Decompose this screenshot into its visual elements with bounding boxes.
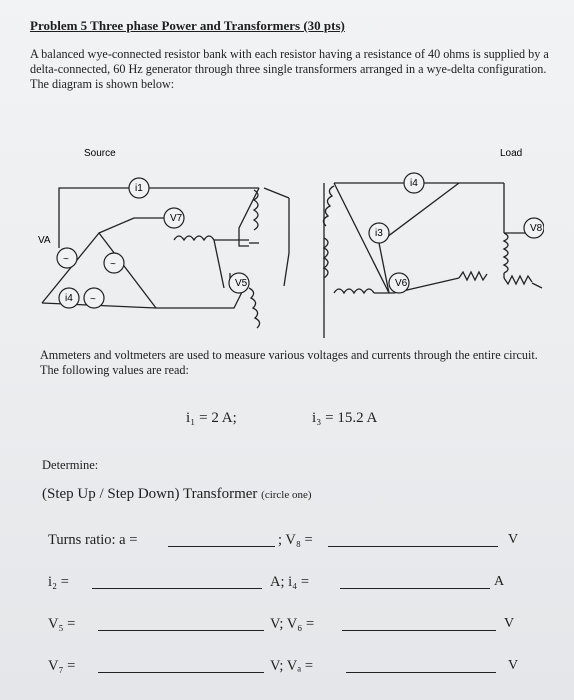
- v7-label: V₇ =: [48, 658, 76, 674]
- measurement-intro: Ammeters and voltmeters are used to measure various voltages and currents through the entire circuit. The following values are read:: [40, 348, 538, 377]
- v8-blank[interactable]: [328, 532, 498, 547]
- load-label: Load: [500, 148, 523, 159]
- problem-intro: A balanced wye-connected resistor bank with each resistor having a resistance of 40 ohms is supplied by a delta-connected, 60 Hz generator through three single transformers arranged in a wye-delta configuration. The diagram is shown below:: [30, 47, 549, 91]
- generator-b-symbol: ~: [110, 259, 116, 270]
- i4-blank[interactable]: [340, 574, 490, 589]
- generator-c-symbol: ~: [90, 294, 96, 305]
- transformer-type-question: [42, 486, 312, 503]
- i4-meter-label: i4: [410, 178, 418, 189]
- generator-a-symbol: ~: [63, 254, 69, 265]
- v6-meter-label: V6: [395, 278, 408, 289]
- v7-blank[interactable]: [98, 658, 264, 673]
- step-up-down-text: (Step Up / Step Down) Transformer: [42, 486, 258, 502]
- i3-meter-label: i3: [375, 228, 383, 239]
- source-wire: [239, 188, 259, 246]
- va-label: VA: [38, 235, 51, 246]
- load-resistor-top: [504, 233, 508, 273]
- circle-one-note: (circle one): [261, 489, 312, 501]
- load-resistor-left: [459, 272, 487, 280]
- load-resistor-right: [504, 276, 532, 284]
- v5-meter-label: V5: [235, 278, 248, 289]
- i1-meter-label: i1: [135, 183, 143, 194]
- secondary-coil-bottom: [334, 289, 374, 293]
- problem-title: Problem 5 Three phase Power and Transformers (30 pts): [30, 18, 345, 33]
- v8-label: ; V₈ =: [278, 532, 313, 548]
- v8-meter-label: V8: [530, 223, 543, 234]
- primary-coil-bottom: [249, 288, 260, 328]
- i4-label: A; i₄ =: [270, 574, 310, 590]
- v5-blank[interactable]: [98, 616, 264, 631]
- v7-meter-label: V7: [170, 213, 183, 224]
- va-question-label: V; Vₐ =: [270, 658, 314, 674]
- i4-source-meter-label: i4: [65, 293, 73, 304]
- va-blank[interactable]: [346, 658, 496, 673]
- v8-unit: V: [508, 532, 519, 547]
- given-i3: i₃ = 15.2 A: [312, 410, 378, 426]
- v6-label: V; V₆ =: [270, 616, 315, 632]
- turns-ratio-label: Turns ratio: a =: [48, 532, 138, 548]
- circuit-diagram: [34, 138, 544, 338]
- turns-ratio-blank[interactable]: [168, 532, 275, 547]
- determine-heading: Determine:: [42, 458, 99, 472]
- v5-label: V₅ =: [48, 616, 76, 632]
- given-i1: i₁ = 2 A;: [186, 410, 237, 426]
- source-label: Source: [84, 148, 116, 159]
- i2-label: i₂ =: [48, 574, 69, 590]
- v6-blank[interactable]: [342, 616, 496, 631]
- va-unit: V: [508, 658, 519, 673]
- secondary-coil-top: [323, 186, 334, 226]
- primary-coil-middle: [174, 236, 214, 240]
- i4-unit: A: [494, 574, 505, 589]
- v6-unit: V: [504, 616, 515, 631]
- i2-blank[interactable]: [92, 574, 262, 589]
